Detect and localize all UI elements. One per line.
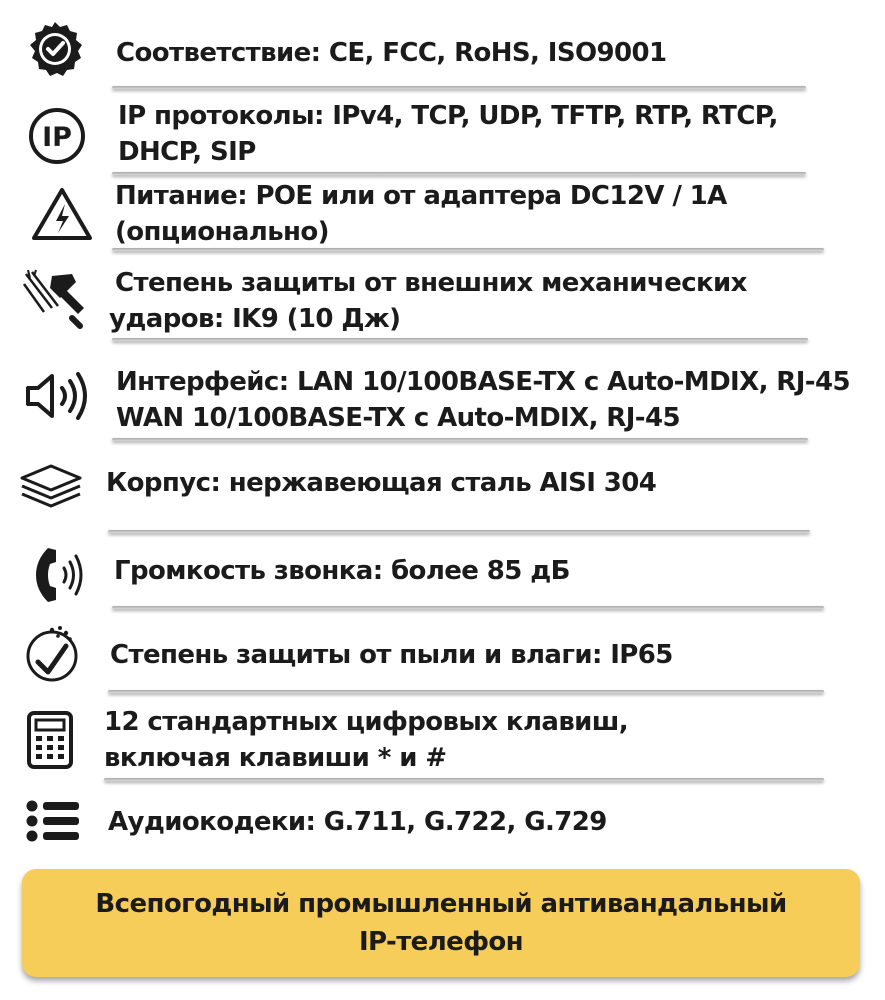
spec-audio-codecs-text: Аудиокодеки: G.711, G.722, G.729 (108, 807, 607, 837)
list-bullets-icon (26, 800, 80, 842)
spec-keypad-text: 12 стандартных цифровых клавиш, включая клавиши * и # (104, 707, 629, 773)
row-separator (112, 172, 806, 175)
row-separator (104, 778, 824, 781)
spec-housing-text: Корпус: нержавеющая сталь AISI 304 (106, 468, 657, 498)
speaker-sound-icon (24, 370, 92, 422)
row-separator (112, 338, 808, 341)
row-separator (108, 530, 810, 533)
hammer-impact-icon (22, 268, 92, 330)
row-separator (112, 86, 806, 89)
row-separator (108, 690, 824, 693)
spec-power-text: Питание: POE или от адаптера DC12V / 1A (опционально) (115, 181, 727, 247)
spec-ip-protocols-text: IP протоколы: IPv4, TCP, UDP, TFTP, RTP, RTCP, DHCP, SIP (118, 101, 778, 167)
row-separator (112, 438, 808, 441)
row-separator (112, 248, 824, 251)
dust-water-protection-icon (22, 624, 82, 684)
spec-certification-text: Соответствие: CE, FCC, RoHS, ISO9001 (116, 38, 667, 68)
spec-ring-volume-text: Громкость звонка: более 85 дБ (114, 556, 570, 586)
product-title-banner (22, 869, 860, 977)
banner-line-2: IP-телефон (358, 927, 524, 957)
ip-circle-icon (27, 106, 87, 166)
svg-text:IP: IP (42, 122, 72, 153)
keypad-icon (26, 710, 74, 770)
layers-stack-icon (18, 462, 84, 510)
spec-ingress-protection-text: Степень защиты от пыли и влаги: IP65 (110, 640, 673, 670)
row-separator (112, 606, 824, 609)
spec-impact-protection-text: Степень защиты от внешних механических ударов: IK9 (10 Дж) (109, 268, 747, 334)
high-voltage-warning-icon (30, 186, 94, 242)
phone-ringing-icon (34, 544, 84, 606)
certificate-check-icon (26, 20, 84, 78)
banner-line-1: Всепогодный промышленный антивандальный (95, 889, 787, 919)
spec-interface-text: Интерфейс: LAN 10/100BASE-TX с Auto-MDIX, RJ-45 WAN 10/100BASE-TX с Auto-MDIX, RJ-45 (116, 367, 850, 433)
